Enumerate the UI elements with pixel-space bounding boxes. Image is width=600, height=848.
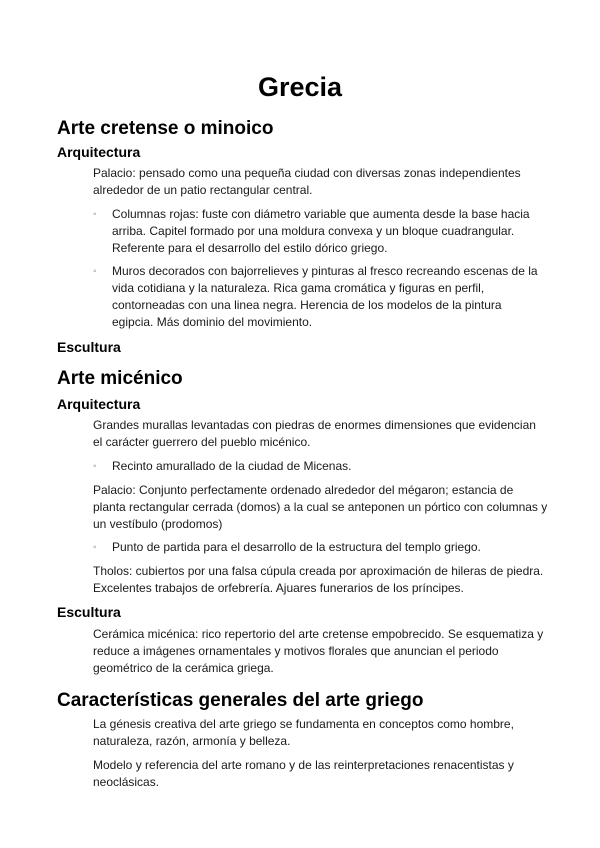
list-item-text: Muros decorados con bajorrelieves y pinturas al fresco recreando escenas de la vida cotidiana y la naturaleza. Rica gama cromática y figuras en perfil, contorneadas con una linea negra. Herencia de los modelos de la pintura egipcia. Más dominio del movimiento.: [112, 264, 538, 329]
paragraph-caracteristicas-modelo: Modelo y referencia del arte romano y de las reinterpretaciones renacentistas y neoclásicas.: [93, 758, 514, 789]
paragraph-micenico-palacio: Palacio: Conjunto perfectamente ordenado alrededor del mégaron; estancia de planta rectangular cerrada (domos) a la cual se anteponen un pórtico con columnas y un vestíbulo (prodomos): [93, 483, 548, 531]
list-item-text: Punto de partida para el desarrollo de la estructura del templo griego.: [112, 540, 481, 554]
section-heading-caracteristicas: Características generales del arte griego: [57, 690, 424, 711]
paragraph-caracteristicas-genesis: La génesis creativa del arte griego se fundamenta en conceptos como hombre, naturaleza, razón, armonía y belleza.: [93, 717, 514, 748]
paragraph-micenico-murallas: Grandes murallas levantadas con piedras de enormes dimensiones que evidencian el carácter guerrero del pueblo micénico.: [93, 418, 536, 449]
subheading-micenico-escultura: Escultura: [57, 604, 121, 620]
bullet-icon: ◦: [93, 461, 97, 472]
list-item: [93, 263, 548, 331]
subheading-micenico-arquitectura: Arquitectura: [57, 396, 141, 412]
subheading-cretense-arquitectura: Arquitectura: [57, 144, 141, 160]
bullet-icon: ◦: [93, 209, 97, 220]
list-item-text: Columnas rojas: fuste con diámetro variable que aumenta desde la base hacia arriba. Capitel formado por una moldura convexa y un bloque cuadrangular. Referente para el desarrollo del estilo dórico griego.: [112, 207, 530, 255]
paragraph-cretense-palacio: Palacio: pensado como una pequeña ciudad con diversas zonas independientes alrededor de un patio rectangular central.: [93, 166, 521, 197]
bullet-icon: ◦: [93, 266, 97, 277]
section-heading-cretense: Arte cretense o minoico: [57, 118, 274, 139]
list-item: [93, 458, 548, 475]
list-item: [93, 206, 548, 257]
page-title: Grecia: [257, 72, 343, 102]
paragraph-micenico-tholos: Tholos: cubiertos por una falsa cúpula creada por aproximación de hileras de piedra. Excelentes trabajos de orfebrería. Ajuares funerarios de los príncipes.: [93, 564, 544, 595]
bullet-icon: ◦: [93, 542, 97, 553]
list-item-text: Recinto amurallado de la ciudad de Micenas.: [112, 459, 352, 473]
section-heading-micenico: Arte micénico: [57, 368, 183, 389]
paragraph-micenico-ceramica: Cerámica micénica: rico repertorio del arte cretense empobrecido. Se esquematiza y reduce a imágenes ornamentales y motivos florales que anuncian el periodo geométrico de la cerámica griega.: [93, 627, 544, 675]
subheading-cretense-escultura: Escultura: [57, 339, 121, 355]
list-item: [93, 539, 548, 556]
